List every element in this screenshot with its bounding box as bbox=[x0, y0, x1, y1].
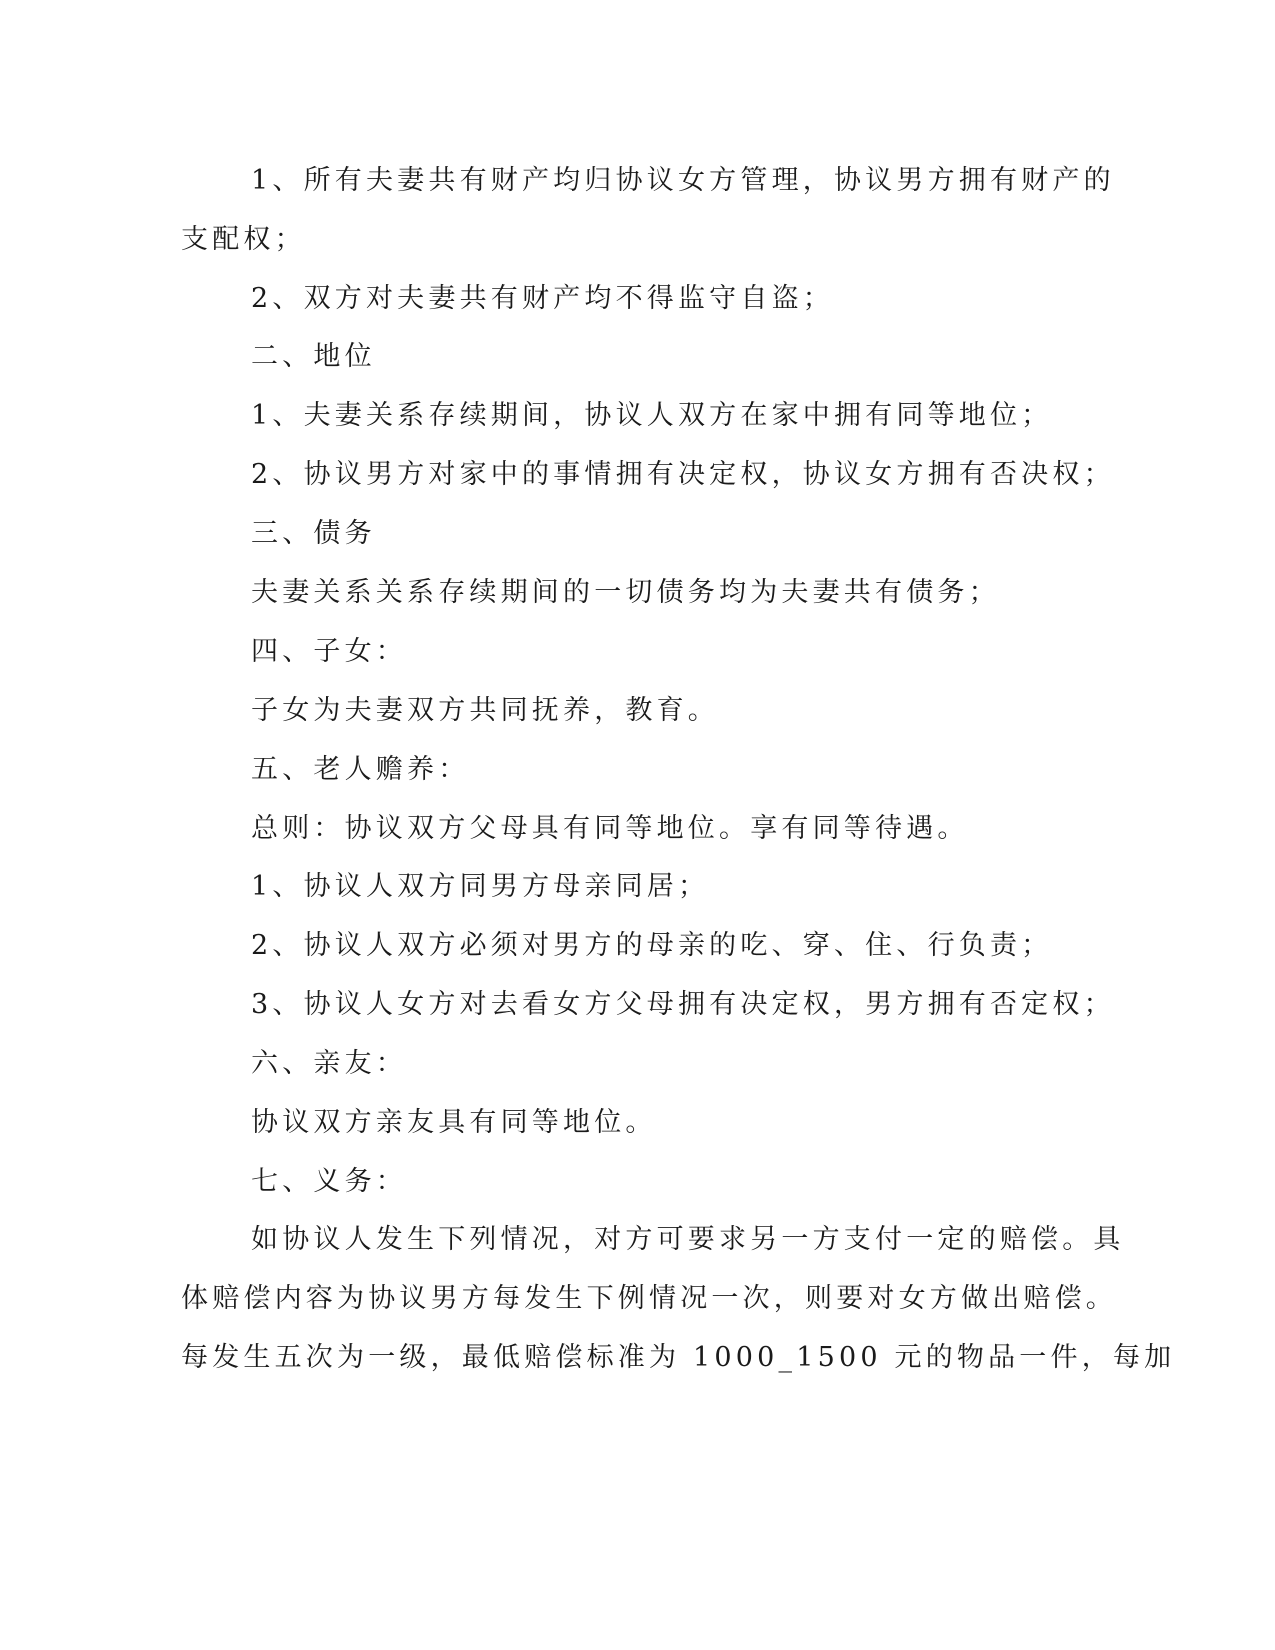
section-heading: 三、债务 bbox=[251, 518, 376, 549]
text-line: 总则：协议双方父母具有同等地位。享有同等待遇。 bbox=[251, 813, 969, 844]
text-line: 支配权； bbox=[181, 224, 306, 255]
text-line: 每发生五次为一级，最低赔偿标准为 1000_1500 元的物品一件，每加 bbox=[181, 1342, 1176, 1373]
section-heading: 七、义务： bbox=[251, 1166, 407, 1197]
text-line: 1、协议人双方同男方母亲同居； bbox=[251, 871, 710, 902]
text-line: 子女为夫妻双方共同抚养，教育。 bbox=[251, 695, 719, 726]
text-line: 体赔偿内容为协议男方每发生下例情况一次，则要对女方做出赔偿。 bbox=[181, 1283, 1117, 1314]
text-line: 协议双方亲友具有同等地位。 bbox=[251, 1107, 657, 1138]
text-line: 3、协议人女方对去看女方父母拥有决定权，男方拥有否定权； bbox=[251, 989, 1115, 1020]
text-line: 如协议人发生下列情况，对方可要求另一方支付一定的赔偿。具 bbox=[251, 1224, 1125, 1255]
text-line: 1、所有夫妻共有财产均归协议女方管理，协议男方拥有财产的 bbox=[251, 165, 1115, 196]
section-heading: 五、老人赡养： bbox=[251, 754, 470, 785]
text-line: 夫妻关系关系存续期间的一切债务均为夫妻共有债务； bbox=[251, 577, 1000, 608]
section-heading: 四、子女： bbox=[251, 636, 407, 667]
section-heading: 六、亲友： bbox=[251, 1048, 407, 1079]
text-line: 2、双方对夫妻共有财产均不得监守自盗； bbox=[251, 283, 834, 314]
section-heading: 二、地位 bbox=[251, 341, 376, 372]
text-line: 1、夫妻关系存续期间，协议人双方在家中拥有同等地位； bbox=[251, 400, 1053, 431]
text-line: 2、协议人双方必须对男方的母亲的吃、穿、住、行负责； bbox=[251, 930, 1053, 961]
text-line: 2、协议男方对家中的事情拥有决定权，协议女方拥有否决权； bbox=[251, 459, 1115, 490]
